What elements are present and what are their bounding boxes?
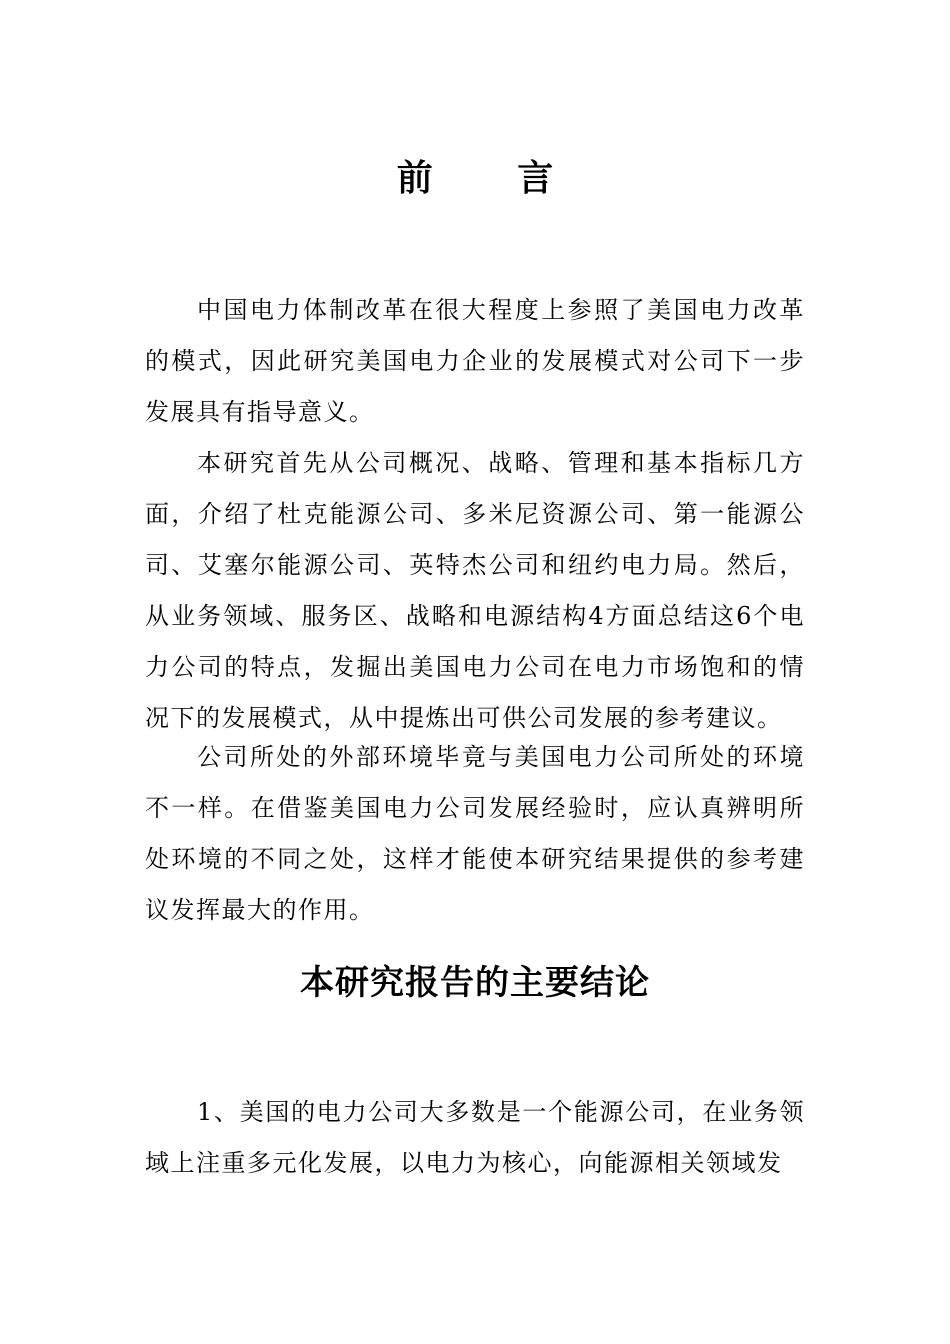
preface-title: 前 言: [396, 157, 590, 199]
preface-paragraph-2: 本研究首先从公司概况、战略、管理和基本指标几方面，介绍了杜克能源公司、多米尼资源公司、第一能源公司、艾塞尔能源公司、英特杰公司和纽约电力局。然后，从业务领域、服务区、战略和电源结构4方面总结这6个电力公司的特点，发掘出美国电力公司在电力市场饱和的情况下的发展模式，从中提炼出可供公司发展的参考建议。: [145, 449, 805, 732]
conclusion-paragraph-1: 1、美国的电力公司大多数是一个能源公司，在业务领域上注重多元化发展，以电力为核心，向能源相关领域发: [145, 1098, 805, 1177]
preface-paragraph-3: 公司所处的外部环境毕竟与美国电力公司所处的环境不一样。在借鉴美国电力公司发展经验时，应认真辨明所处环境的不同之处，这样才能使本研究结果提供的参考建议发挥最大的作用。: [145, 743, 805, 924]
preface-paragraph-1: 中国电力体制改革在很大程度上参照了美国电力改革的模式，因此研究美国电力企业的发展模式对公司下一步发展具有指导意义。: [145, 296, 805, 426]
conclusions-title: 本研究报告的主要结论: [300, 963, 650, 1003]
